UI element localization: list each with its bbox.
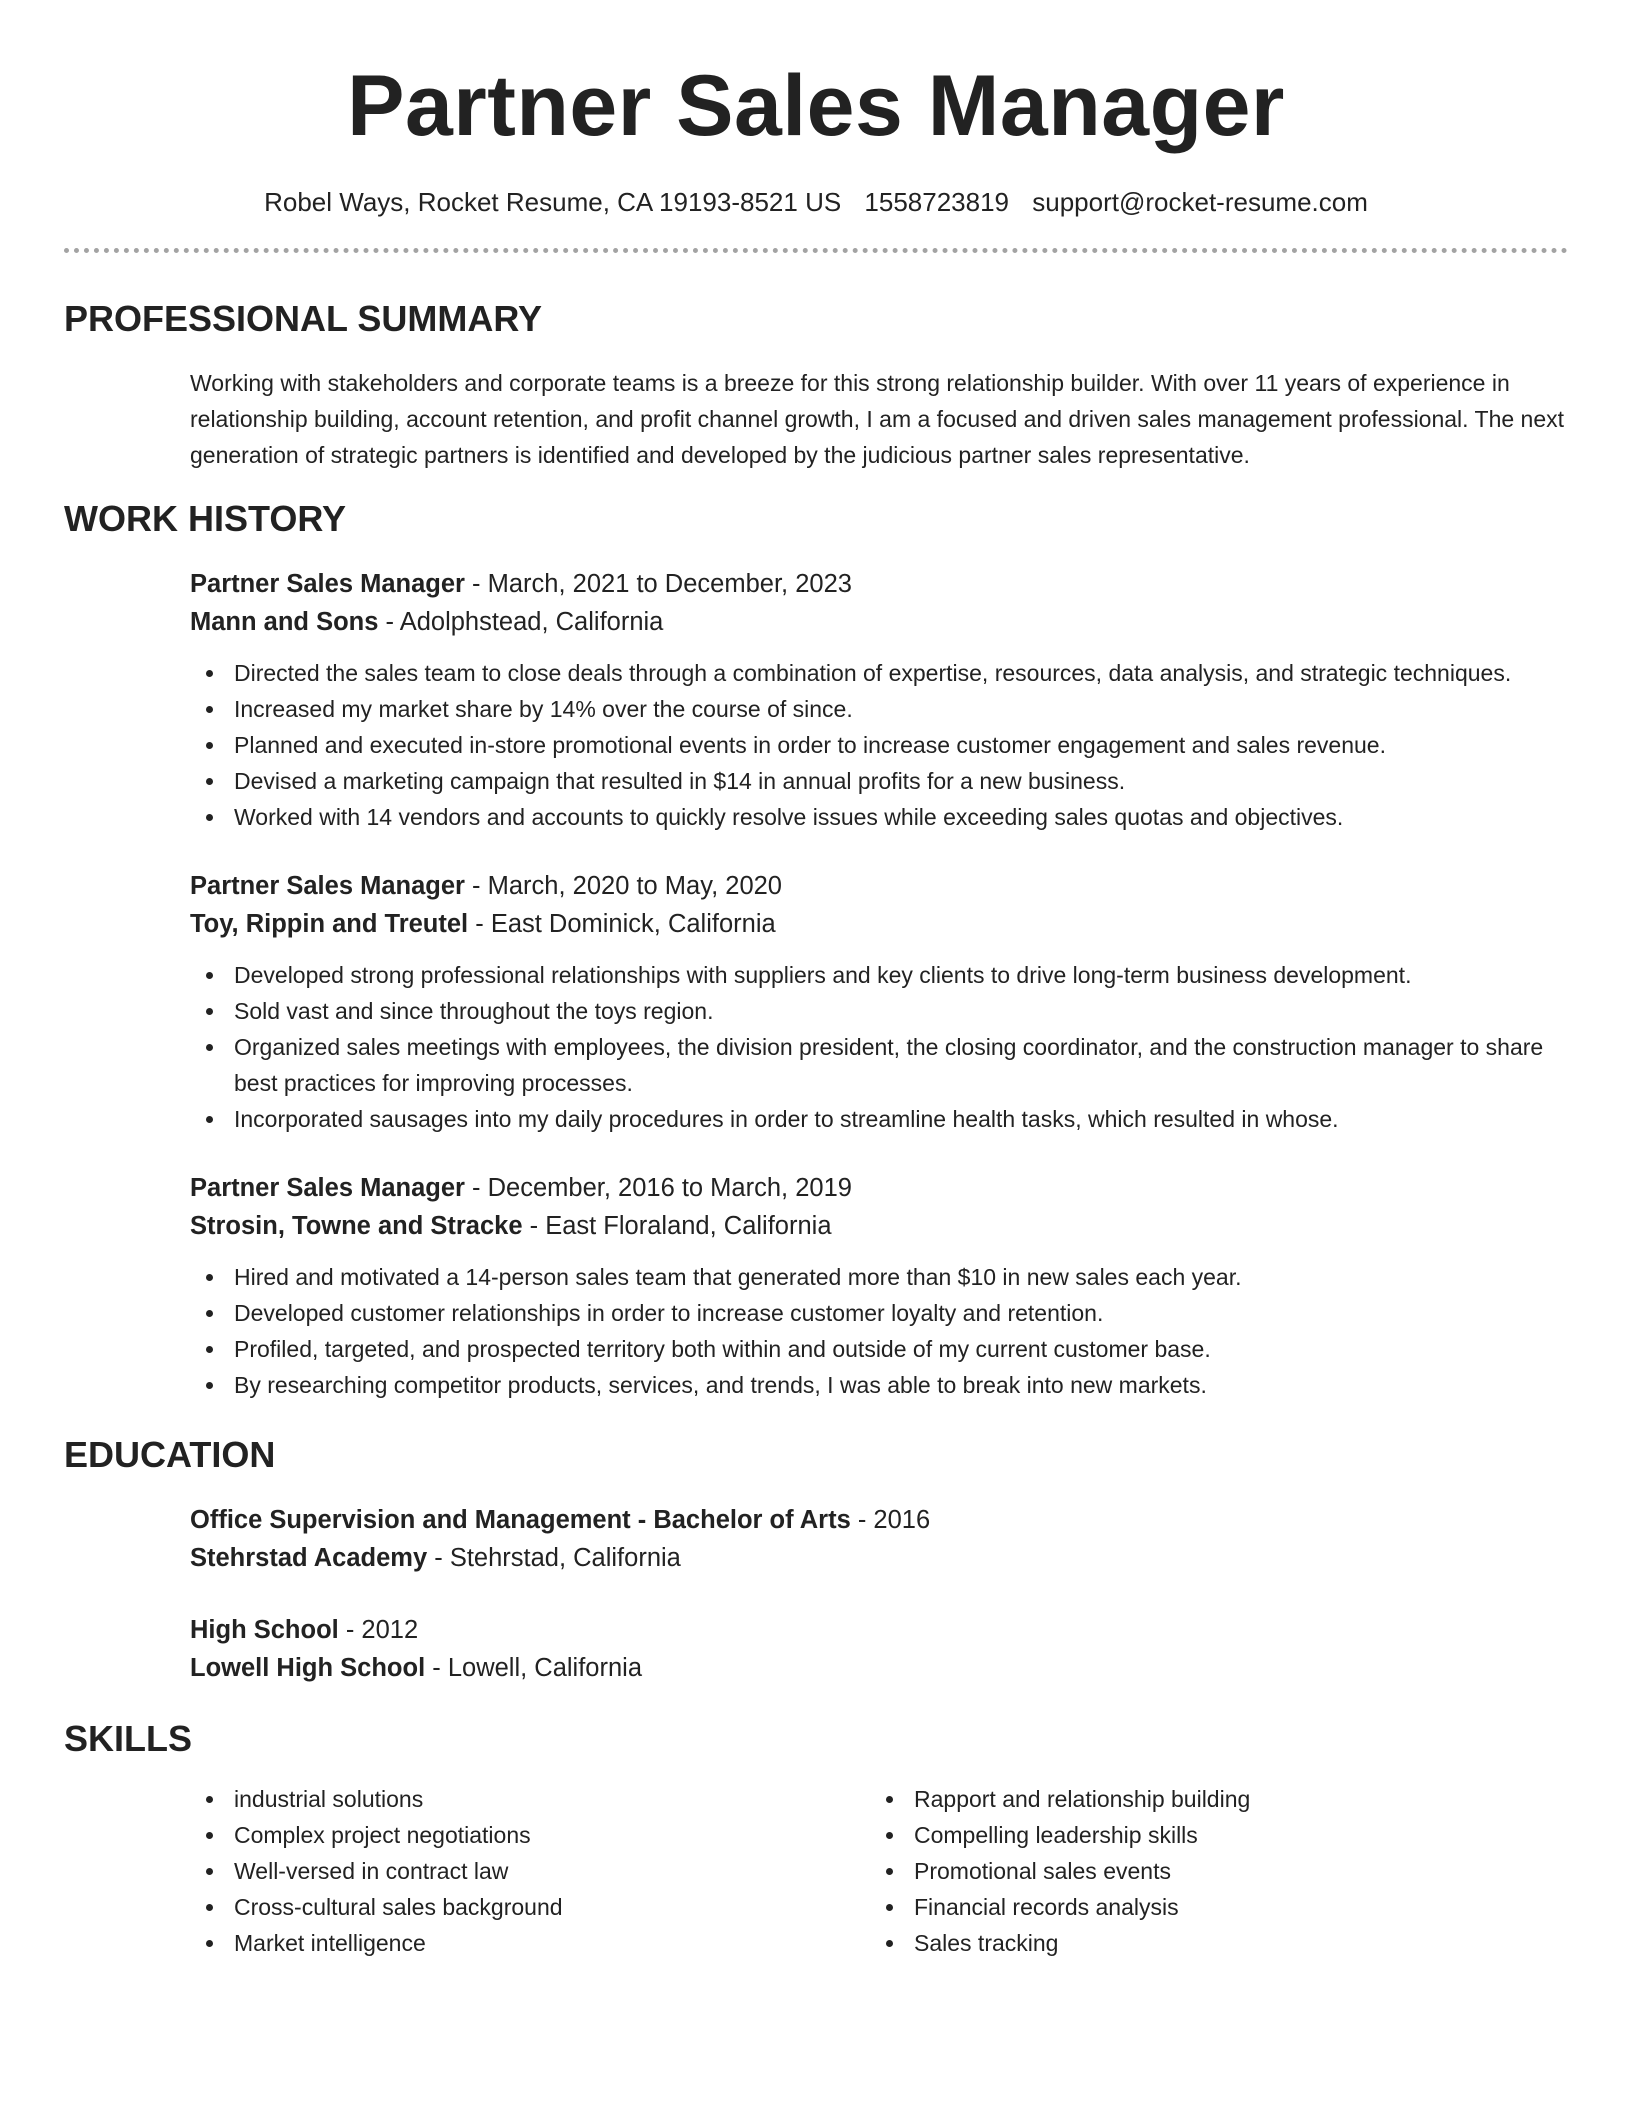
education-degree-line	[190, 1501, 1568, 1539]
job-entry	[190, 565, 1568, 835]
header-divider	[64, 248, 1568, 253]
skill-item: Financial records analysis	[870, 1889, 1550, 1925]
section-title-education: EDUCATION	[64, 1434, 276, 1475]
skill-item: Well-versed in contract law	[190, 1853, 870, 1889]
skill-item: Sales tracking	[870, 1925, 1550, 1961]
job-role-line	[190, 1169, 1568, 1207]
job-dates: - March, 2020 to May, 2020	[464, 872, 782, 900]
job-company: Strosin, Towne and Stracke	[190, 1212, 523, 1240]
education-location: - Stehrstad, California	[427, 1544, 681, 1572]
job-company-line	[190, 1207, 1568, 1245]
candidate-title: Partner Sales Manager	[347, 58, 1285, 154]
resume-header	[64, 0, 1568, 218]
job-location: - East Floraland, California	[522, 1212, 832, 1240]
contact-line	[64, 186, 1568, 218]
job-bullets	[190, 1259, 1568, 1403]
job-role-line	[190, 565, 1568, 603]
job-location: - Adolphstead, California	[378, 608, 664, 636]
job-bullet: Devised a marketing campaign that resulted in $14 in annual profits for a new business.	[190, 763, 1568, 799]
job-bullet: Sold vast and since throughout the toys region.	[190, 993, 1568, 1029]
job-bullet: Increased my market share by 14% over the course of since.	[190, 691, 1568, 727]
skill-item: Market intelligence	[190, 1925, 870, 1961]
job-bullet: Worked with 14 vendors and accounts to quickly resolve issues while exceeding sales quotas and objectives.	[190, 799, 1568, 835]
job-dates: - December, 2016 to March, 2019	[464, 1174, 852, 1202]
job-role: Partner Sales Manager	[190, 872, 465, 900]
education-entry	[190, 1611, 1568, 1687]
job-bullet: Incorporated sausages into my daily procedures in order to streamline health tasks, which resulted in whose.	[190, 1101, 1568, 1137]
skill-item: Cross-cultural sales background	[190, 1889, 870, 1925]
education-degree: Office Supervision and Management - Bachelor of Arts	[190, 1506, 851, 1534]
section-title-work-history: WORK HISTORY	[64, 498, 347, 539]
education-degree-line	[190, 1611, 1568, 1649]
education-entry	[190, 1501, 1568, 1577]
job-bullet: Profiled, targeted, and prospected territory both within and outside of my current customer base.	[190, 1331, 1568, 1367]
job-dates: - March, 2021 to December, 2023	[464, 570, 852, 598]
job-entry	[190, 867, 1568, 1137]
job-role: Partner Sales Manager	[190, 1174, 465, 1202]
skill-item: Complex project negotiations	[190, 1817, 870, 1853]
education-degree: High School	[190, 1616, 339, 1644]
job-bullet: Organized sales meetings with employees, the division president, the closing coordinator, and the construction manager to share best practices for improving processes.	[190, 1029, 1568, 1101]
skill-item: industrial solutions	[190, 1781, 870, 1817]
job-bullets	[190, 655, 1568, 835]
education-school-line	[190, 1649, 1568, 1687]
job-bullet: Planned and executed in-store promotional events in order to increase customer engagement and sales revenue.	[190, 727, 1568, 763]
education-year: - 2012	[338, 1616, 419, 1644]
job-location: - East Dominick, California	[468, 910, 776, 938]
contact-phone: 1558723819	[864, 187, 1010, 217]
job-company-line	[190, 905, 1568, 943]
skills-column-right	[870, 1781, 1550, 1961]
contact-address: Robel Ways, Rocket Resume, CA 19193-8521 US	[264, 187, 842, 217]
job-entry	[190, 1169, 1568, 1403]
job-bullets	[190, 957, 1568, 1137]
job-bullet: By researching competitor products, services, and trends, I was able to break into new markets.	[190, 1367, 1568, 1403]
education-school: Lowell High School	[190, 1654, 426, 1682]
job-bullet: Developed strong professional relationships with suppliers and key clients to drive long-term business development.	[190, 957, 1568, 993]
job-company-line	[190, 603, 1568, 641]
section-title-summary: PROFESSIONAL SUMMARY	[64, 298, 543, 339]
contact-email: support@rocket-resume.com	[1032, 187, 1368, 217]
skill-item: Compelling leadership skills	[870, 1817, 1550, 1853]
job-bullet: Directed the sales team to close deals through a combination of expertise, resources, data analysis, and strategic techniques.	[190, 655, 1568, 691]
job-role: Partner Sales Manager	[190, 570, 465, 598]
job-company: Mann and Sons	[190, 608, 379, 636]
skill-item: Promotional sales events	[870, 1853, 1550, 1889]
education-location: - Lowell, California	[425, 1654, 643, 1682]
summary-text: Working with stakeholders and corporate teams is a breeze for this strong relationship builder. With over 11 years of experience in relationship building, account retention, and profit channel growth, I am a focused and driven sales management professional. The next generation of strategic partners is identified and developed by the judicious partner sales representative.	[190, 370, 1565, 468]
job-company: Toy, Rippin and Treutel	[190, 910, 469, 938]
job-role-line	[190, 867, 1568, 905]
skills-grid	[190, 1781, 1568, 1961]
section-title-skills: SKILLS	[64, 1718, 193, 1759]
skill-item: Rapport and relationship building	[870, 1781, 1550, 1817]
job-bullet: Developed customer relationships in order to increase customer loyalty and retention.	[190, 1295, 1568, 1331]
education-year: - 2016	[850, 1506, 931, 1534]
job-bullet: Hired and motivated a 14-person sales team that generated more than $10 in new sales each year.	[190, 1259, 1568, 1295]
education-school: Stehrstad Academy	[190, 1544, 428, 1572]
education-school-line	[190, 1539, 1568, 1577]
skills-column-left	[190, 1781, 870, 1961]
